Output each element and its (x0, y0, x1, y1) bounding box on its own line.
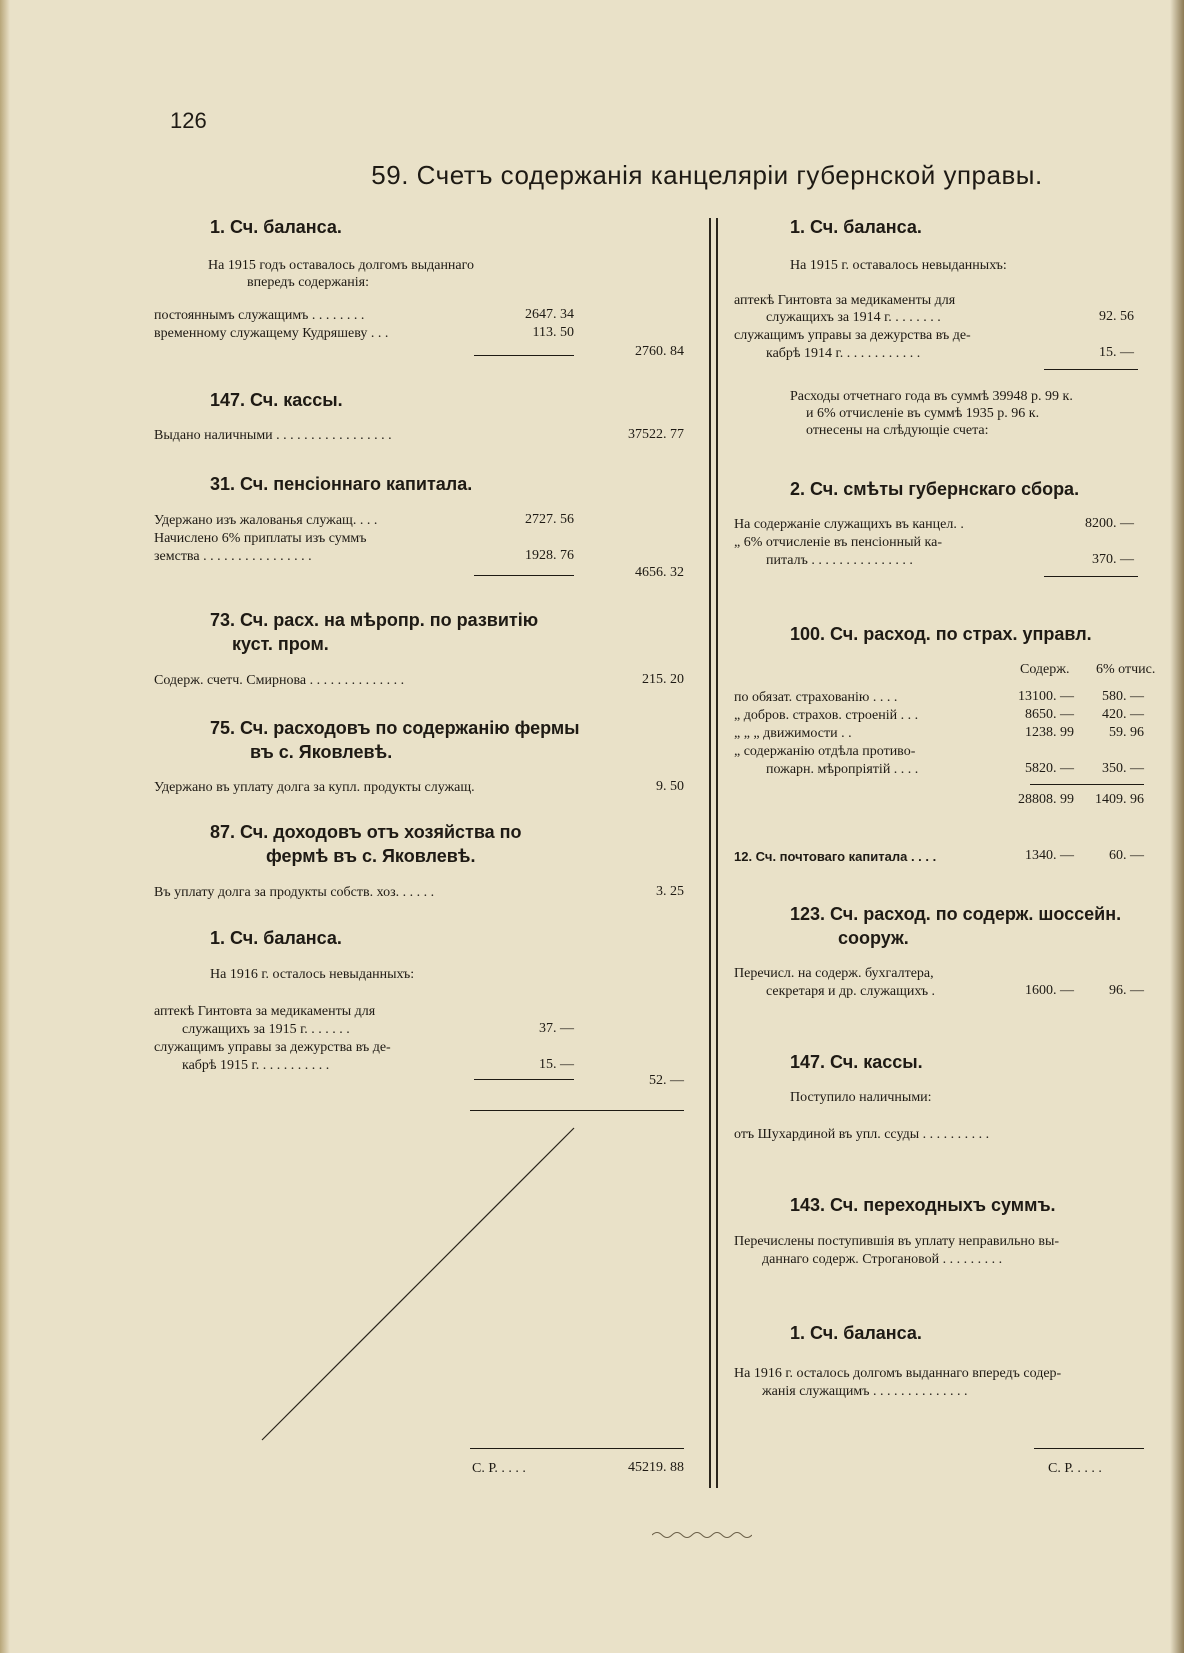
right-s2-row1-value: 8200. — (1085, 516, 1134, 531)
left-s5-header-line1: 75. Сч. расходовъ по содержанію фермы (210, 718, 580, 738)
table-cell: 1238. 99 (1025, 725, 1074, 740)
right-s1-row1-label: аптекѣ Гинтовта за медикаменты для (734, 293, 956, 308)
left-s3-total: 4656. 32 (635, 565, 684, 580)
table-cell: 420. — (1102, 707, 1144, 722)
right-s1-note1: Расходы отчетнаго года въ суммѣ 39948 р. 99 к. (790, 389, 1073, 404)
right-s3-col2: 6% отчис. (1096, 662, 1156, 677)
left-s3-row1-label: Удержано изъ жалованья служащ. . . . (154, 513, 378, 528)
right-s5-header-line2: сооруж. (838, 928, 909, 948)
left-s7-intro: На 1916 г. осталось невыданныхъ: (210, 967, 415, 982)
left-s4-header-line1: 73. Сч. расх. на мѣропр. по развитію (210, 610, 539, 630)
left-s4-row1-value: 215. 20 (642, 672, 684, 687)
left-s2-header: 147. Сч. кассы. (210, 390, 343, 410)
left-s4-row1-label: Содерж. счетч. Смирнова . . . . . . . . . . . . . . (154, 673, 405, 688)
left-s1-row1-value: 2647. 34 (525, 307, 574, 322)
left-s7-row2-label: служащихъ за 1915 г. . . . . . . (182, 1022, 350, 1037)
left-s2-row1-value: 37522. 77 (628, 427, 684, 442)
left-sum-label: С. Р. . . . . (472, 1461, 526, 1476)
right-s7-row1-label: Перечислены поступившія въ уплату неправильно вы- (734, 1234, 1060, 1249)
right-s1-intro: На 1915 г. оставалось невыданныхъ: (790, 258, 1007, 273)
left-s7-row4-label: кабрѣ 1915 г. . . . . . . . . . . (182, 1058, 330, 1073)
right-s1-rule (1044, 369, 1138, 370)
left-s7-row3-label: служащимъ управы за дежурства въ де- (154, 1040, 391, 1055)
table-row: „ „ „ движимости . . (734, 726, 852, 741)
right-s6-header: 147. Сч. кассы. (790, 1052, 923, 1072)
table-cell: 350. — (1102, 761, 1144, 776)
right-s2-rule (1044, 576, 1138, 577)
left-s6-header-line2: фермѣ въ с. Яковлевѣ. (266, 846, 476, 866)
right-sum-label: С. Р. . . . . (1048, 1461, 1102, 1476)
table-row: „ содержанію отдѣла противо- (734, 744, 916, 759)
right-s8-header: 1. Сч. баланса. (790, 1323, 922, 1343)
left-s1-row1-label: постояннымъ служащимъ . . . . . . . . (154, 308, 365, 323)
left-s4-header-line2: куст. пром. (232, 634, 329, 654)
right-s4-label: 12. Сч. почтоваго капитала . . . . (734, 849, 937, 864)
page-number: 126 (170, 108, 207, 133)
left-s7-header: 1. Сч. баланса. (210, 928, 342, 948)
right-s1-row2-value: 92. 56 (1099, 309, 1134, 324)
left-s6-header-line1: 87. Сч. доходовъ отъ хозяйства по (210, 822, 522, 842)
right-s2-row3-value: 370. — (1092, 552, 1134, 567)
right-s5-v2: 96. — (1109, 983, 1144, 998)
table-row: „ добров. страхов. строеній . . . (734, 708, 919, 723)
left-s1-intro2: впередъ содержанія: (247, 275, 369, 290)
left-s7-row4-value: 15. — (539, 1057, 574, 1072)
left-s1-total: 2760. 84 (635, 344, 684, 359)
page-title: 59. Счетъ содержанія канцеляріи губернской управы. (371, 160, 1043, 190)
right-s4-v2: 60. — (1109, 848, 1144, 863)
right-s1-row3-label: служащимъ управы за дежурства въ де- (734, 328, 971, 343)
left-s7-row2-value: 37. — (539, 1021, 574, 1036)
table-cell: 580. — (1102, 689, 1144, 704)
left-s3-row3-value: 1928. 76 (525, 548, 574, 563)
left-s7-total: 52. — (649, 1073, 684, 1088)
left-s3-row2-label: Начислено 6% приплаты изъ суммъ (154, 531, 367, 546)
left-s5-row1-value: 9. 50 (656, 779, 684, 794)
left-s3-header: 31. Сч. пенсіоннаго капитала. (210, 474, 473, 494)
right-s7-header: 143. Сч. переходныхъ суммъ. (790, 1195, 1056, 1215)
right-s5-row1-label: Перечисл. на содерж. бухгалтера, (734, 966, 934, 981)
right-s4-v1: 1340. — (1025, 848, 1074, 863)
table-cell: 59. 96 (1109, 725, 1144, 740)
left-sum-value: 45219. 88 (628, 1460, 684, 1475)
left-s3-row3-label: земства . . . . . . . . . . . . . . . . (154, 549, 312, 564)
table-row: по обязат. страхованію . . . . (734, 690, 898, 705)
right-s5-header-line1: 123. Сч. расход. по содерж. шоссейн. (790, 904, 1122, 924)
left-s1-intro1: На 1915 годъ оставалось долгомъ выданнаго (208, 258, 475, 273)
left-s1-row2-label: временному служащему Кудряшеву . . . (154, 326, 389, 341)
right-s8-row1-label: На 1916 г. осталось долгомъ выданнаго впередъ содер- (734, 1366, 1062, 1381)
right-s3-col1: Содерж. (1020, 662, 1070, 677)
right-s2-row3-label: питалъ . . . . . . . . . . . . . . . (766, 553, 913, 568)
left-s6-row1-value: 3. 25 (656, 884, 684, 899)
left-s6-row1-label: Въ уплату долга за продукты собств. хоз. . . . . . (154, 885, 435, 900)
right-s1-row4-label: кабрѣ 1914 г. . . . . . . . . . . . (766, 346, 921, 361)
right-s2-header: 2. Сч. смѣты губернскаго сбора. (790, 479, 1080, 499)
left-s1-row2-value: 113. 50 (532, 325, 574, 340)
right-s3-total1: 28808. 99 (1018, 792, 1074, 807)
left-s1-header: 1. Сч. баланса. (210, 217, 342, 237)
right-s3-total2: 1409. 96 (1095, 792, 1144, 807)
right-s6-row1-label: отъ Шухардиной въ упл. ссуды . . . . . . . . . . (734, 1127, 990, 1142)
ornament-icon (652, 1530, 752, 1540)
right-s1-row2-label: служащихъ за 1914 г. . . . . . . . (766, 310, 941, 325)
left-s3-row1-value: 2727. 56 (525, 512, 574, 527)
right-sum-rule (1034, 1448, 1144, 1449)
right-s3-header: 100. Сч. расход. по страх. управл. (790, 624, 1092, 644)
right-s6-intro: Поступило наличными: (790, 1090, 932, 1105)
right-s2-row2-label: „ 6% отчисленіе въ пенсіонный ка- (734, 535, 943, 550)
right-s1-note3: отнесены на слѣдующіе счета: (806, 423, 989, 438)
right-s1-row4-value: 15. — (1099, 345, 1134, 360)
table-cell: 5820. — (1025, 761, 1074, 776)
left-s5-row1-label: Удержано въ уплату долга за купл. продукты служащ. (154, 780, 475, 795)
right-s1-note2: и 6% отчисленіе въ суммѣ 1935 р. 96 к. (806, 406, 1040, 421)
table-cell: 13100. — (1018, 689, 1074, 704)
right-s1-header: 1. Сч. баланса. (790, 217, 922, 237)
right-s5-row2-label: секретаря и др. служащихъ . (766, 984, 936, 999)
right-s7-row2-label: даннаго содерж. Строгановой . . . . . . . . . (762, 1252, 1003, 1267)
right-s8-row2-label: жанія служащимъ . . . . . . . . . . . . . . (762, 1384, 968, 1399)
table-cell: 8650. — (1025, 707, 1074, 722)
table-row: пожарн. мѣропріятій . . . . (766, 762, 919, 777)
right-s2-row1-label: На содержаніе служащихъ въ канцел. . (734, 517, 964, 532)
right-s5-v1: 1600. — (1025, 983, 1074, 998)
left-s2-row1-label: Выдано наличными . . . . . . . . . . . . . . . . . (154, 428, 392, 443)
left-s5-header-line2: въ с. Яковлевѣ. (250, 742, 393, 762)
left-s7-row1-label: аптекѣ Гинтовта за медикаменты для (154, 1004, 376, 1019)
right-s3-rule (1030, 784, 1144, 785)
